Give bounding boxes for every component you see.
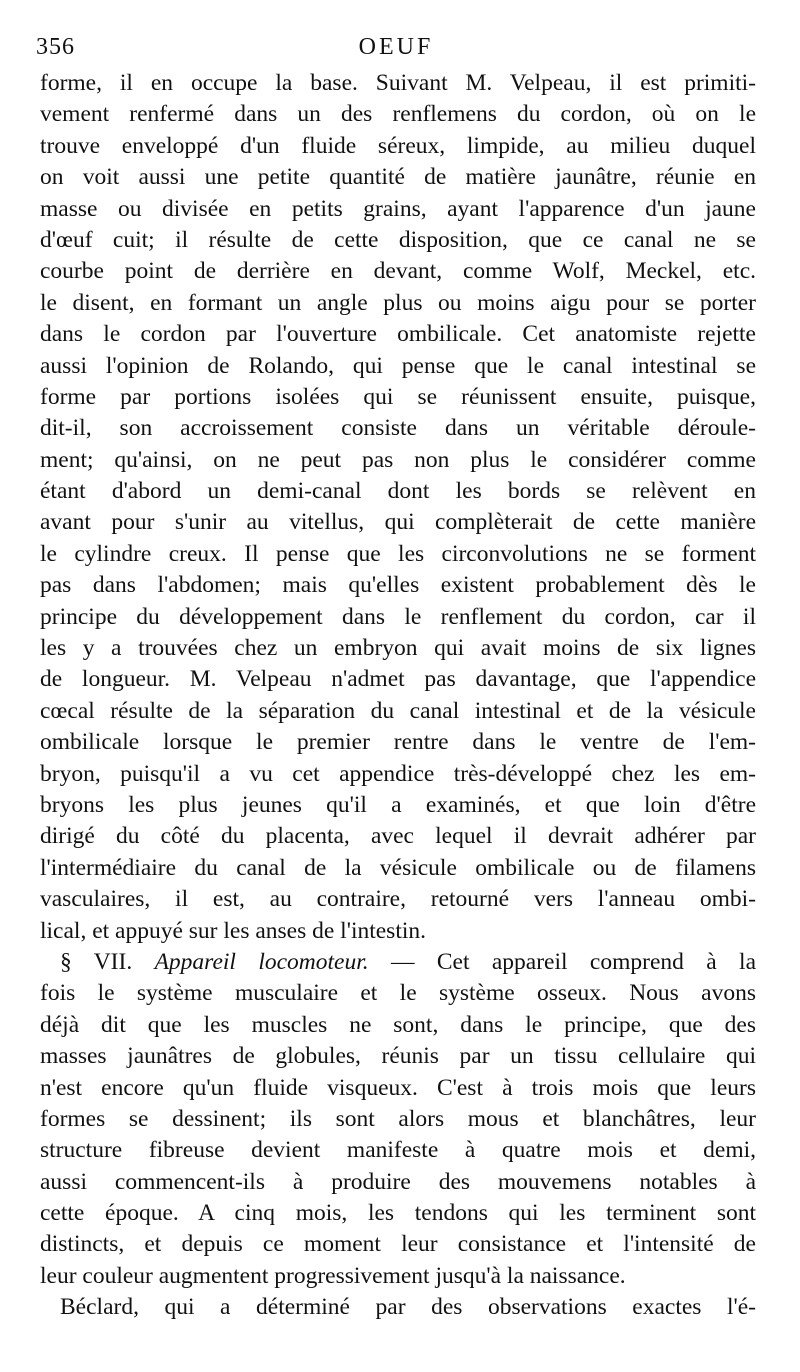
text-line: structure fibreuse devient manifeste à quatre mois et demi, — [40, 1137, 756, 1164]
text-line: déjà dit que les muscles ne sont, dans le principe, que des — [40, 1011, 756, 1038]
text-line: leur couleur augmentent progressivement jusqu'à la naissance. — [40, 1262, 626, 1289]
text-line: vasculaires, il est, au contraire, retourné vers l'anneau ombi- — [40, 886, 756, 913]
text-line: cœcal résulte de la séparation du canal intestinal et de la vésicule — [40, 697, 756, 724]
text-line: bryon, puisqu'il a vu cet appendice très-développé chez les em- — [40, 760, 756, 787]
text-line: n'est encore qu'un fluide visqueux. C'est à trois mois que leurs — [40, 1074, 756, 1101]
text-line: Béclard, qui a déterminé par des observations exactes l'é- — [60, 1294, 756, 1321]
running-title: OEUF — [358, 34, 434, 60]
text-line: masses jaunâtres de globules, réunis par un tissu cellulaire qui — [40, 1043, 756, 1070]
page-number: 356 — [36, 34, 75, 60]
section-title: Appareil locomoteur. — [154, 948, 369, 975]
body-text — [40, 68, 756, 1324]
text-line: dirigé du côté du placenta, avec lequel il devrait adhérer par — [40, 823, 756, 850]
section-first-line-rest: — Cet appareil comprend à la — [391, 948, 756, 975]
text-line: courbe point de derrière en devant, comme Wolf, Meckel, etc. — [40, 258, 756, 285]
text-line: aussi commencent-ils à produire des mouvemens notables à — [40, 1168, 756, 1195]
text-line: on voit aussi une petite quantité de matière jaunâtre, réunie en — [40, 164, 756, 191]
text-line: forme, il en occupe la base. Suivant M. Velpeau, il est primiti- — [40, 70, 756, 96]
text-line: de longueur. M. Velpeau n'admet pas davantage, que l'appendice — [40, 666, 756, 693]
text-line: les y a trouvées chez un embryon qui avait moins de six lignes — [40, 635, 756, 662]
text-line: forme par portions isolées qui se réunissent ensuite, puisque, — [40, 383, 756, 410]
text-line: ombilicale lorsque le premier rentre dans le ventre de l'em- — [40, 729, 756, 756]
text-line: vement renfermé dans un des renflemens du cordon, où on le — [40, 101, 756, 128]
text-line: trouve enveloppé d'un fluide séreux, limpide, au milieu duquel — [40, 132, 756, 159]
text-line: lical, et appuyé sur les anses de l'intestin. — [40, 917, 427, 944]
text-line: le cylindre creux. Il pense que les circonvolutions ne se forment — [40, 540, 756, 567]
text-line: formes se dessinent; ils sont alors mous et blanchâtres, leur — [40, 1105, 756, 1132]
text-line: dans le cordon par l'ouverture ombilicale. Cet anatomiste rejette — [40, 321, 756, 348]
text-line: distincts, et depuis ce moment leur consistance et l'intensité de — [40, 1231, 756, 1258]
text-line: pas dans l'abdomen; mais qu'elles existent probablement dès le — [40, 572, 756, 599]
text-line: principe du développement dans le renflement du cordon, car il — [40, 603, 756, 630]
section-heading-line — [40, 947, 756, 978]
section-label: § VII. — [60, 948, 133, 975]
text-line: dit-il, son accroissement consiste dans un véritable déroule- — [40, 415, 756, 442]
text-line: bryons les plus jeunes qu'il a examinés, et que loin d'être — [40, 791, 756, 818]
page-header — [36, 34, 756, 70]
text-line: étant d'abord un demi-canal dont les bords se relèvent en — [40, 478, 756, 505]
text-line: avant pour s'unir au vitellus, qui complèterait de cette manière — [40, 509, 756, 536]
text-line: l'intermédiaire du canal de la vésicule ombilicale ou de filamens — [40, 854, 756, 881]
text-line: le disent, en formant un angle plus ou moins aigu pour se porter — [40, 289, 756, 316]
text-line: fois le système musculaire et le système osseux. Nous avons — [40, 980, 756, 1007]
text-line: aussi l'opinion de Rolando, qui pense que le canal intestinal se — [40, 352, 756, 379]
text-line: ment; qu'ainsi, on ne peut pas non plus le considérer comme — [40, 446, 756, 473]
text-line: cette époque. A cinq mois, les tendons qui les terminent sont — [40, 1200, 756, 1227]
text-line: d'œuf cuit; il résulte de cette disposition, que ce canal ne se — [40, 226, 756, 253]
text-line: masse ou divisée en petits grains, ayant l'apparence d'un jaune — [40, 195, 756, 222]
